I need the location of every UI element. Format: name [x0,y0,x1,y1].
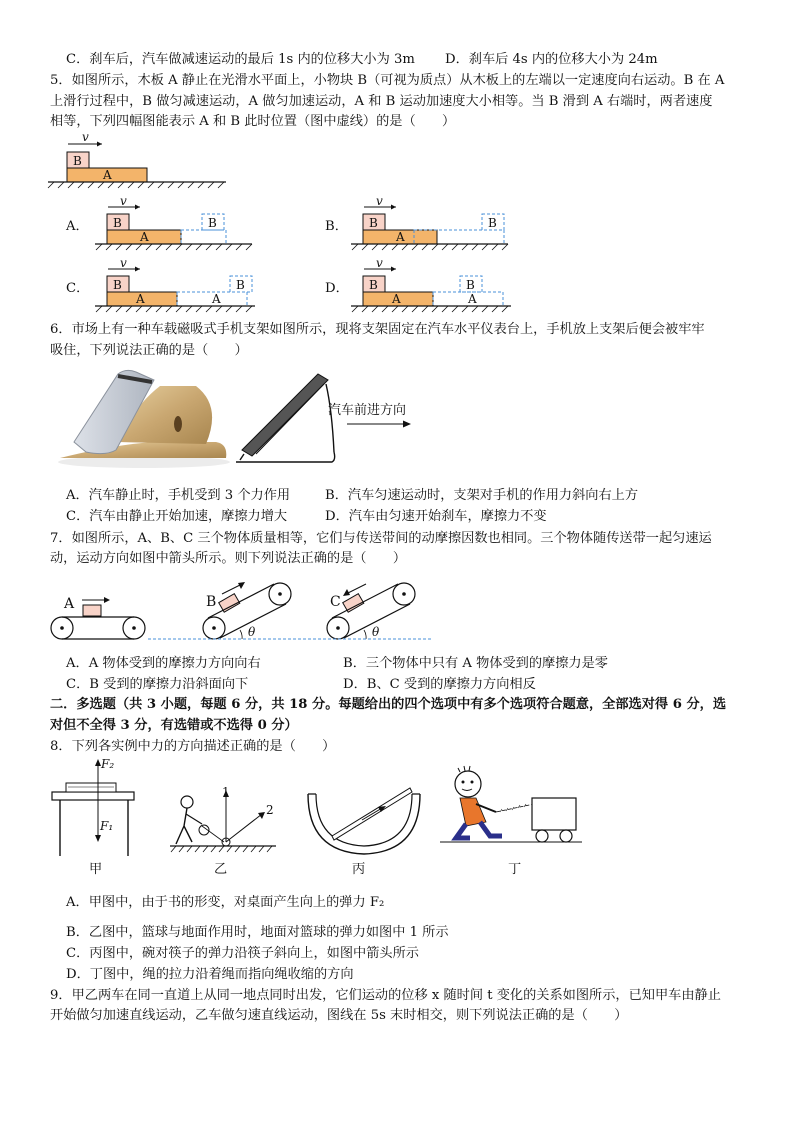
q6-option-d: D．汽车由匀速开始刹车，摩擦力不变 [325,509,547,524]
q7-option-a: A．A 物体受到的摩擦力方向向右 [66,656,261,671]
svg-text:B: B [113,278,122,292]
q5-initial-figure [46,130,236,190]
q4-option-d: D．刹车后 4s 内的位移大小为 24m [445,52,658,67]
q8-option-a: A．甲图中，由于书的形变，对桌面产生向上的弹力 F₂ [66,895,385,910]
svg-text:A: A [64,596,75,612]
q5-stem-line2: 上滑行过程中，B 做匀减速运动，A 做匀加速运动，A 和 B 运动加速度大小相等。当 B 滑到 A 右端时，两者速度 [50,94,713,109]
q5-velocity-label: v [82,130,89,144]
q7-stem-line2: 动，运动方向如图中箭头所示。则下列说法正确的是（ ） [50,551,407,566]
car-direction-label: 汽车前进方向 [328,403,407,418]
q5-option-b-figure [346,194,516,254]
svg-text:v: v [120,256,127,270]
caption-bing: 丙 [352,862,366,877]
q6-option-b: B．汽车匀速运动时，支架对手机的作用力斜向右上方 [325,488,639,503]
svg-text:B: B [369,216,378,230]
svg-text:B: B [113,216,122,230]
q8-option-b: B．乙图中，篮球与地面作用时，地面对篮球的弹力如图中 1 所示 [66,925,449,940]
q7-option-c: C．B 受到的摩擦力沿斜面向下 [66,677,249,692]
q7-option-d: D．B、C 受到的摩擦力方向相反 [343,677,536,692]
svg-text:A: A [136,292,145,306]
q8-option-d: D．丁图中，绳的拉力沿着绳而指向绳收缩的方向 [66,967,354,982]
svg-text:v: v [120,194,127,208]
svg-text:B: B [206,594,217,610]
conveyor-a [51,596,145,639]
svg-text:A: A [392,292,401,306]
q8-option-c: C．丙图中，碗对筷子的弹力沿筷子斜向上，如图中箭头所示 [66,946,419,961]
svg-text:1: 1 [222,785,230,799]
svg-text:θ: θ [372,625,380,639]
caption-yi: 乙 [214,862,228,877]
phone-stand-schematic [232,370,342,474]
q8-figure-yi [166,786,282,858]
phone-side [242,374,328,456]
svg-text:B: B [488,216,497,230]
svg-text:B: B [369,278,378,292]
q8-figure-bing [302,766,426,860]
svg-text:A: A [212,292,221,306]
q6-stem-line2: 吸住，下列说法正确的是（ ） [50,343,248,358]
svg-text:A: A [103,168,112,182]
q5-option-a-label: A． [66,219,89,234]
q6-stem-line1: 6．市场上有一种车载磁吸式手机支架如图所示，现将支架固定在汽车水平仪表台上，手机放上支架后便会被牢牢 [50,322,705,337]
svg-text:v: v [376,194,383,208]
q5-option-a-figure [90,194,260,254]
q5-stem-line3: 相等，下列四幅图能表示 A 和 B 此时位置（图中虚线）的是（ ） [50,114,456,129]
q8-figure-jia [46,756,146,860]
svg-text:C: C [330,594,341,610]
svg-text:B: B [208,216,217,230]
q5-option-c-figure [90,256,260,316]
q5-option-d-label: D． [325,281,349,296]
phone-stand-photo [56,366,232,470]
q9-stem-line1: 9．甲乙两车在同一直道上从同一地点同时出发，它们运动的位移 x 随时间 t 变化的关系如图所示，已知甲车由静止 [50,988,721,1003]
svg-text:B: B [236,278,245,292]
conveyor-c [327,583,415,639]
svg-text:A: A [396,230,405,244]
svg-text:A: A [140,230,149,244]
section2-heading-line2: 对但不全得 3 分，有选错或不选得 0 分） [50,718,298,733]
svg-text:F₁: F₁ [100,819,114,833]
svg-text:B: B [466,278,475,292]
svg-text:A: A [468,292,477,306]
q5-option-b-label: B． [325,219,348,234]
q9-stem-line2: 开始做匀加速直线运动，乙车做匀速直线运动，图线在 5s 末时相交，则下列说法正确的是（ ） [50,1008,628,1023]
q7-stem-line1: 7．如图所示，A、B、C 三个物体质量相等，它们与传送带间的动摩擦因数也相同。三个物体随传送带一起匀速运 [50,531,712,546]
svg-text:B: B [73,154,82,168]
q7-option-b: B．三个物体中只有 A 物体受到的摩擦力是零 [343,656,608,671]
caption-jia: 甲 [89,862,103,877]
q4-option-c: C．刹车后，汽车做减速运动的最后 1s 内的位移大小为 3m [66,52,415,67]
q6-option-c: C．汽车由静止开始加速，摩擦力增大 [66,509,288,524]
q5-stem-line1: 5．如图所示，木板 A 静止在光滑水平面上，小物块 B（可视为质点）从木板上的左端以一定速度向右运动。B 在 A [50,73,725,88]
caption-ding: 丁 [508,862,522,877]
svg-text:F₂: F₂ [101,757,115,771]
svg-text:2: 2 [266,803,274,817]
q6-option-a: A．汽车静止时，手机受到 3 个力作用 [66,488,291,503]
q8-stem: 8．下列各实例中力的方向描述正确的是（ ） [50,739,336,754]
svg-text:v: v [376,256,383,270]
svg-text:θ: θ [248,625,256,639]
section2-heading-line1: 二．多选题（共 3 小题，每题 6 分，共 18 分。每题给出的四个选项中有多个选项符合题意，全部选对得 6 分，选 [50,697,727,712]
q5-option-c-label: C． [66,281,90,296]
conveyor-figure [46,572,436,644]
conveyor-b [203,582,291,639]
q5-option-d-figure [346,256,516,316]
q8-figure-ding [436,764,586,852]
